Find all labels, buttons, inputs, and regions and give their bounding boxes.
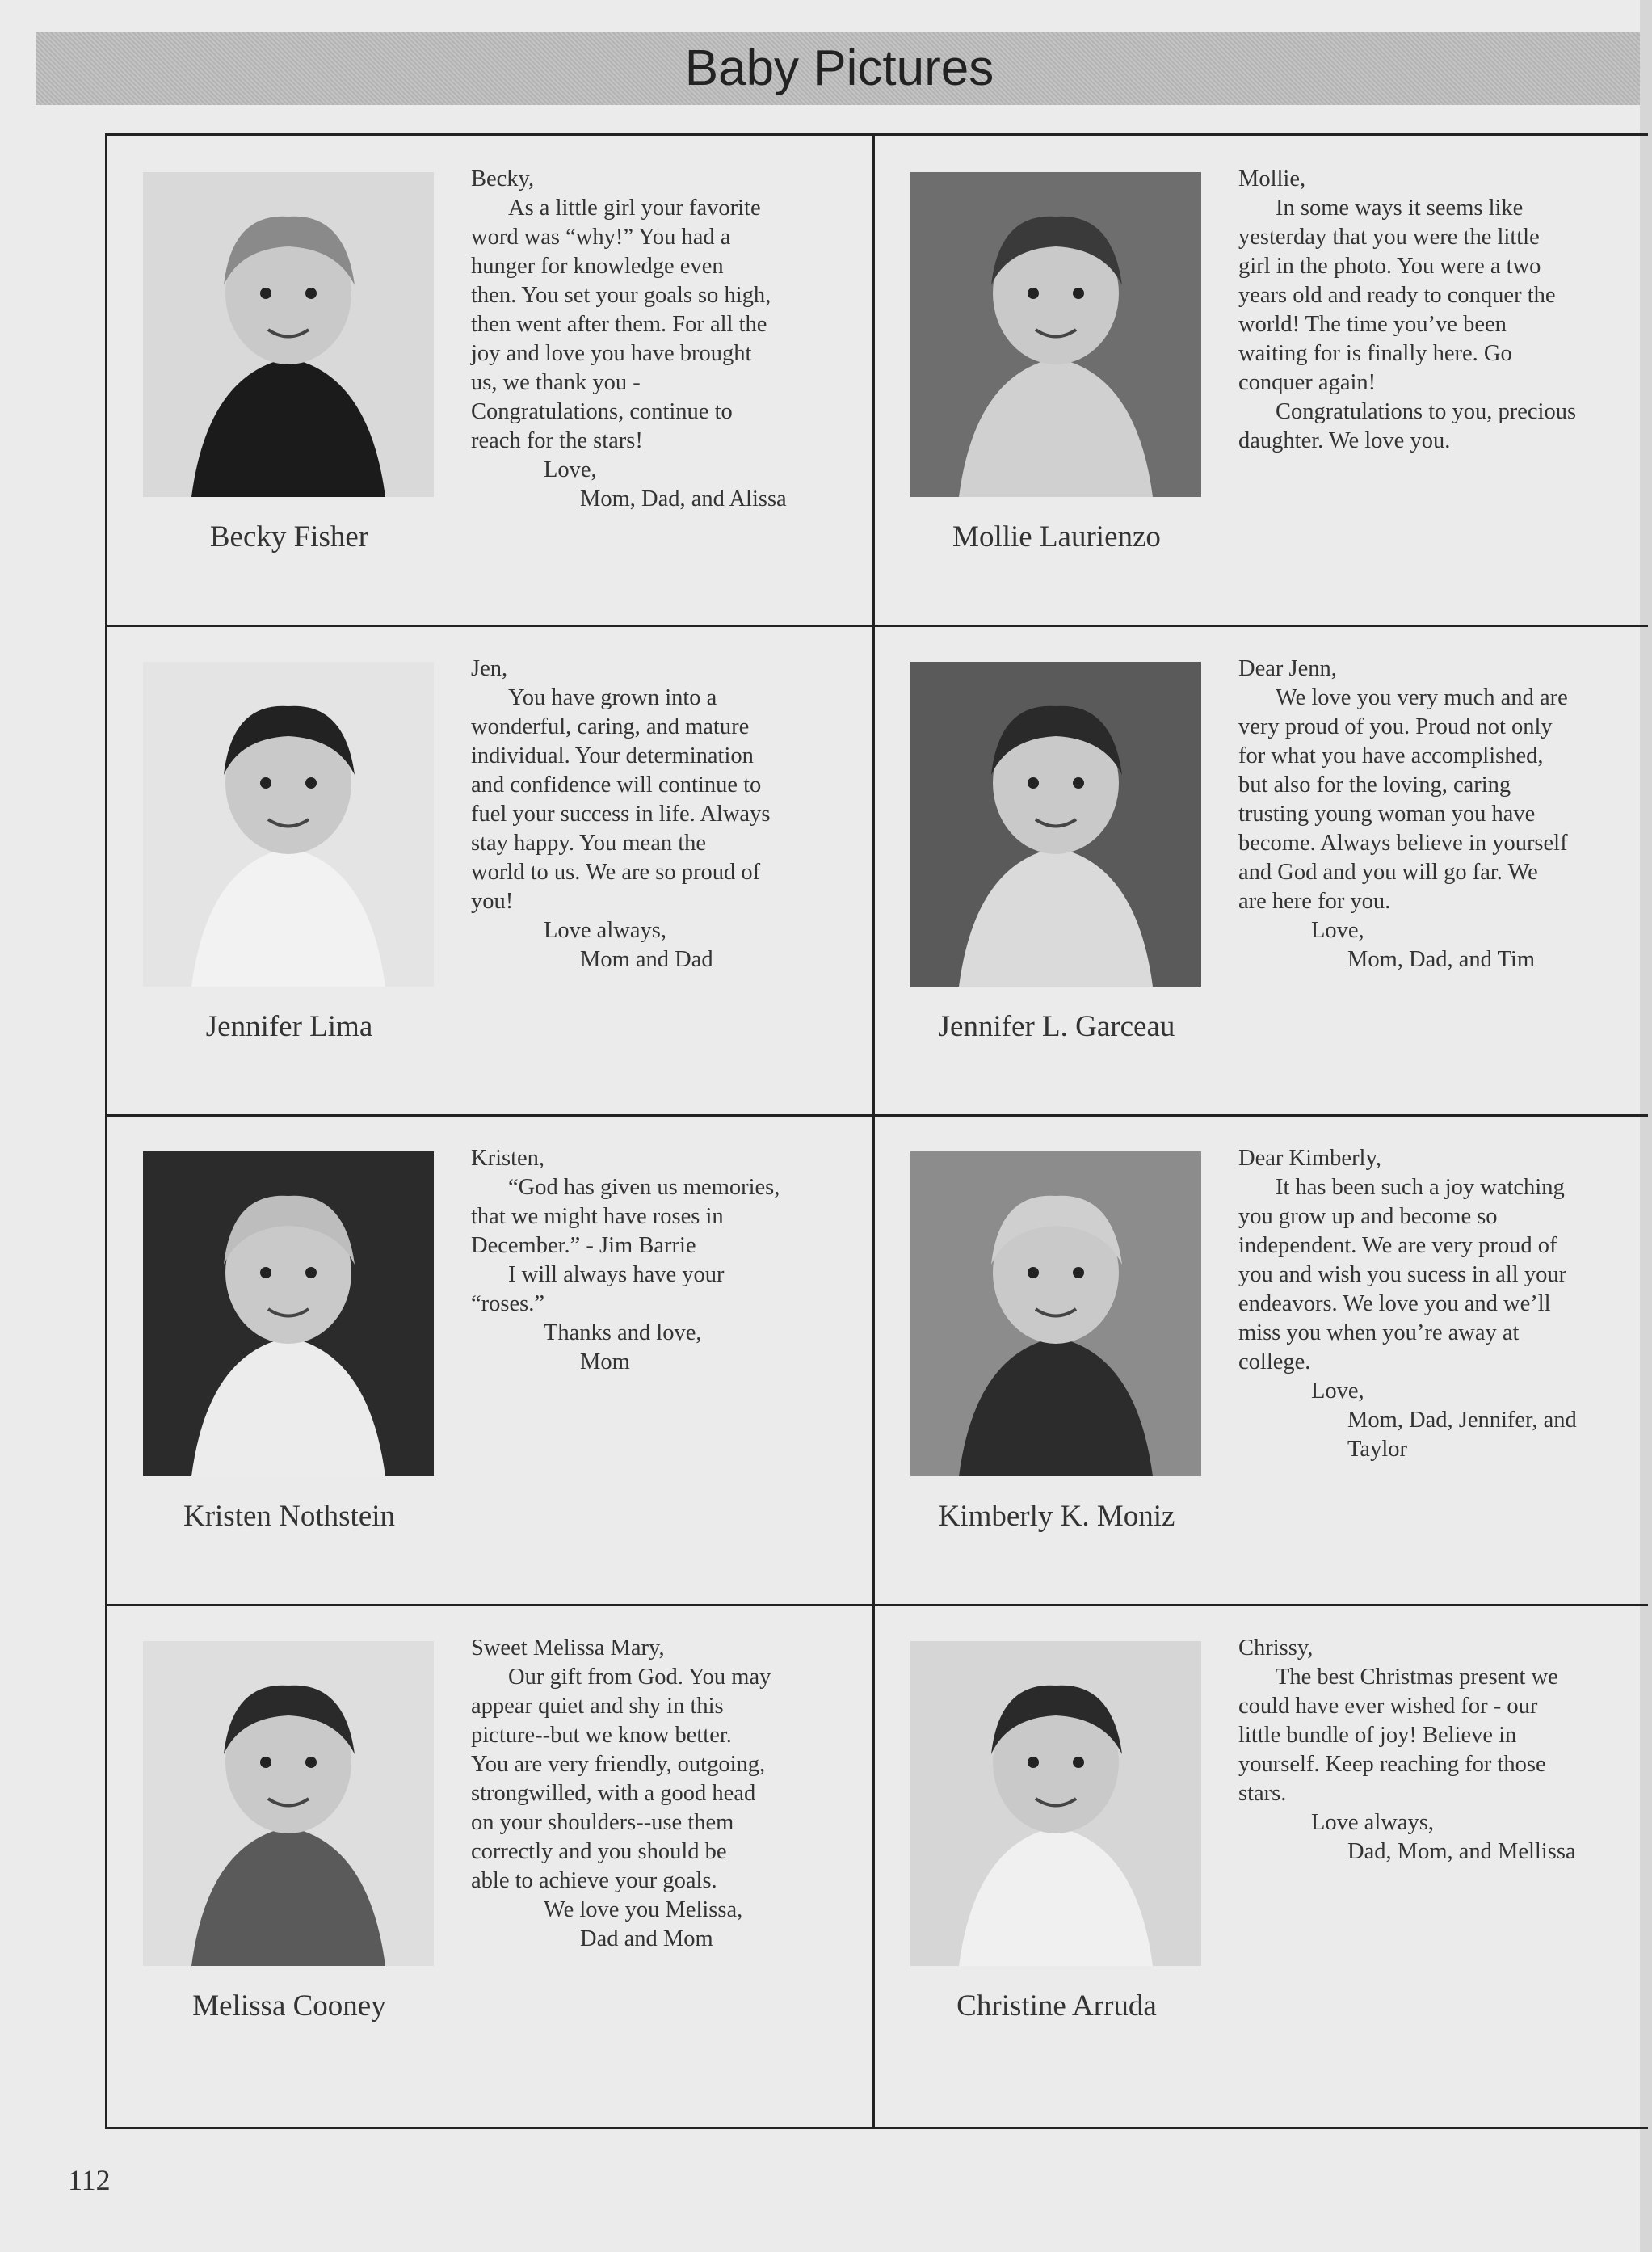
message-line: In some ways it seems like [1276,196,1524,221]
message-line: world to us. We are so proud of [471,860,761,885]
message-line: independent. We are very proud of [1238,1233,1557,1258]
message-line: very proud of you. Proud not only [1238,714,1553,739]
baby-photo [910,1641,1201,1966]
photo-image [910,1641,1201,1966]
parent-message [1238,165,1610,456]
message-line: Dad and Mom [580,1926,713,1951]
message-line: conquer again! [1238,370,1377,395]
message-line: and confidence will continue to [471,772,762,798]
message-line: Love, [1311,918,1364,943]
baby-photo [143,662,434,987]
baby-photo [910,662,1201,987]
photo-image [143,172,434,497]
baby-photo [143,1641,434,1966]
photo-image [143,1151,434,1476]
student-name: Becky Fisher [209,520,369,554]
photo-image [910,172,1201,497]
message-line: strongwilled, with a good head [471,1781,756,1806]
entry-card [875,1115,1642,1605]
message-line: on your shoulders--use them [471,1810,734,1835]
parent-message [471,165,843,514]
parent-message [1238,655,1610,974]
message-line: girl in the photo. You were a two [1238,254,1541,279]
page-title: Baby Pictures [684,40,994,96]
message-line: endeavors. We love you and we’ll [1238,1291,1551,1316]
student-name: Kimberly K. Moniz [938,1500,1175,1533]
message-line: Mollie, [1238,166,1306,192]
message-line: word was “why!” You had a [471,225,731,250]
message-line: Dear Jenn, [1238,656,1337,681]
message-line: You have grown into a [508,685,717,710]
parent-message [471,1144,843,1377]
message-line: world! The time you’ve been [1238,312,1507,337]
entry-card [875,625,1642,1115]
message-line: Mom and Dad [580,947,713,972]
message-line: joy and love you have brought [471,341,752,366]
message-line: Mom, Dad, Jennifer, and [1347,1408,1577,1433]
message-line: individual. Your determination [471,743,754,768]
baby-photo [910,1151,1201,1476]
message-line: It has been such a joy watching [1276,1175,1565,1200]
message-line: for what you have accomplished, [1238,743,1544,768]
message-line: “roses.” [471,1291,544,1316]
baby-photo [143,1151,434,1476]
baby-photo [143,172,434,497]
message-line: little bundle of joy! Believe in [1238,1723,1517,1748]
student-name: Jennifer L. Garceau [938,1010,1175,1043]
page-number: 112 [68,2164,111,2196]
message-line: reach for the stars! [471,428,643,453]
message-line: college. [1238,1349,1311,1374]
entry-card [107,1605,875,2094]
student-name: Jennifer Lima [205,1010,373,1043]
message-line: yourself. Keep reaching for those [1238,1752,1546,1777]
message-line: are here for you. [1238,889,1391,914]
message-line: you! [471,889,514,914]
message-line: Becky, [471,166,535,192]
message-line: become. Always believe in yourself [1238,831,1568,856]
message-line: able to achieve your goals. [471,1868,717,1893]
message-line: Congratulations to you, precious [1276,399,1577,424]
message-line: could have ever wished for - our [1238,1694,1538,1719]
student-name: Melissa Cooney [192,1989,386,2023]
message-line: Mom, Dad, and Tim [1347,947,1535,972]
message-line: Love, [544,457,597,482]
message-line: Thanks and love, [544,1320,702,1345]
message-line: daughter. We love you. [1238,428,1451,453]
message-line: We love you Melissa, [544,1897,743,1922]
message-line: As a little girl your favorite [508,196,761,221]
message-line: but also for the loving, caring [1238,772,1511,798]
message-line: Love always, [544,918,666,943]
message-line: you and wish you sucess in all your [1238,1262,1567,1287]
baby-photo [910,172,1201,497]
message-line: Jen, [471,656,508,681]
message-line: Sweet Melissa Mary, [471,1635,665,1661]
message-line: trusting young woman you have [1238,802,1536,827]
message-line: appear quiet and shy in this [471,1694,724,1719]
message-line: Chrissy, [1238,1635,1314,1661]
message-line: Congratulations, continue to [471,399,733,424]
message-line: December.” - Jim Barrie [471,1233,696,1258]
message-line: correctly and you should be [471,1839,727,1864]
message-line: Dad, Mom, and Mellissa [1347,1839,1576,1864]
student-name: Mollie Laurienzo [952,520,1161,554]
message-line: and God and you will go far. We [1238,860,1538,885]
student-name: Kristen Nothstein [183,1500,396,1533]
message-line: that we might have roses in [471,1204,724,1229]
photo-image [910,662,1201,987]
photo-image [143,1641,434,1966]
message-line: “God has given us memories, [508,1175,780,1200]
entry-card [107,136,875,625]
message-line: I will always have your [508,1262,725,1287]
message-line: us, we thank you - [471,370,641,395]
photo-image [143,662,434,987]
message-line: Love always, [1311,1810,1434,1835]
parent-message [1238,1144,1610,1464]
message-line: fuel your success in life. Always [471,802,771,827]
student-name: Christine Arruda [956,1989,1157,2023]
entry-card [875,1605,1642,2094]
message-line: stars. [1238,1781,1287,1806]
message-line: Kristen, [471,1146,545,1171]
message-line: hunger for knowledge even [471,254,724,279]
message-line: The best Christmas present we [1276,1665,1558,1690]
message-line: stay happy. You mean the [471,831,707,856]
message-line: Love, [1311,1379,1364,1404]
message-line: We love you very much and are [1276,685,1568,710]
message-line: yesterday that you were the little [1238,225,1540,250]
photo-grid [105,133,1648,2129]
message-line: then. You set your goals so high, [471,283,771,308]
entry-card [875,136,1642,625]
message-line: You are very friendly, outgoing, [471,1752,766,1777]
message-line: picture--but we know better. [471,1723,732,1748]
message-line: Our gift from God. You may [508,1665,771,1690]
message-line: then went after them. For all the [471,312,767,337]
parent-message [471,1634,843,1954]
parent-message [471,655,843,974]
message-line: Mom, Dad, and Alissa [580,486,787,511]
message-line: you grow up and become so [1238,1204,1498,1229]
message-line: waiting for is finally here. Go [1238,341,1512,366]
parent-message [1238,1634,1610,1867]
photo-image [910,1151,1201,1476]
message-line: miss you when you’re away at [1238,1320,1520,1345]
message-line: Dear Kimberly, [1238,1146,1381,1171]
entry-card [107,625,875,1115]
message-line: wonderful, caring, and mature [471,714,750,739]
message-line: years old and ready to conquer the [1238,283,1556,308]
entry-card [107,1115,875,1605]
message-line: Mom [580,1349,630,1374]
message-line: Taylor [1347,1437,1407,1462]
